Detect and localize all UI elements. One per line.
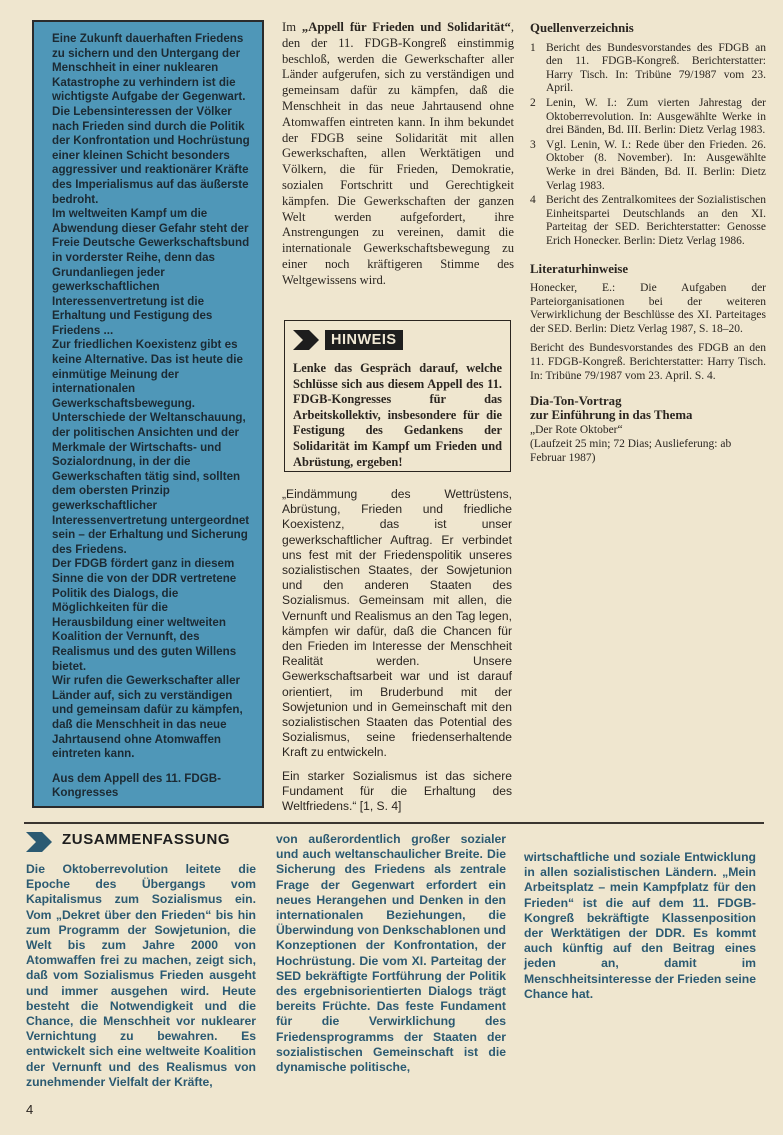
appeal-paragraph: Unterschiede der Weltanschauung, der politischen Ansichten und der Merkmale der Wirtschafts- und Sozialordnung, in der die Gewerkschaften tätig sind, sollten dem obersten Prinzip gewerkschaftlicher Interessenvertretung untergeordnet sein – der Erhaltung und Sicherung des Friedens. [52, 411, 250, 556]
intro-appeal-title: „Appell für Frieden und Solidarität“ [301, 20, 511, 34]
summary-column-3: wirtschaftliche und soziale Entwicklung in allen sozialistischen Ländern. „Mein Arbeitsplatz – mein Kampfplatz für den Frieden“ ist die auf dem 11. FDGB-Kongreß bekräftigte Klassenposition der Werktätigen der DDR. Es kommt auch künftig auf den Beitrag eines jeden an, damit im Menschheitsinteresse der Frieden seine Chance hat. [524, 850, 756, 1001]
source-item: 3 Vgl. Lenin, W. I.: Rede über den Frieden. 26. Oktober (8. November). In: Ausgewählte Werke in drei Bänden, Bd. II. Berlin: Dietz Verlag 1983. [530, 138, 766, 192]
hinweis-text: Lenke das Gespräch darauf, welche Schlüsse sich aus diesem Appell des 11. FDGB-Kongresses für das Arbeitskollektiv, insbesondere für die Festigung des Gedankens der Solidarität im Kampf um Frieden und Abrüstung, ergeben! [293, 361, 502, 469]
sources-heading: Quellenverzeichnis [530, 21, 634, 35]
diaton-heading-line: zur Einführung in das Thema [530, 407, 693, 422]
sources-list [530, 42, 766, 249]
appeal-paragraph: Zur friedlichen Koexistenz gibt es keine Alternative. Das ist heute die einmütige Meinung der internationalen Gewerkschaftsbewegung. [52, 338, 243, 410]
intro-lead: Im [282, 20, 302, 34]
appeal-paragraph: Wir rufen die Gewerkschafter aller Länder auf, sich zu verständigen und gemeinsam dafür zu kämpfen, daß die Menschheit in das neue Jahrtausend ohne Atomwaffen eintreten kann. [52, 674, 243, 761]
arrow-icon [26, 832, 58, 852]
literature-item: Bericht des Bundesvorstandes des FDGB an den 11. FDGB-Kongreß. Berichterstatter: Harry Tisch. In: Tribüne 79/1987 vom 23. April. S. 4. [530, 342, 766, 382]
intro-paragraph [282, 20, 514, 289]
literature-list [530, 282, 766, 383]
appeal-paragraph: Eine Zukunft dauerhaften Friedens zu sichern und den Untergang der Menschheit in einer nuklearen Katastrophe zu verhindern ist die wichtigste Aufgabe der Gegenwart. [52, 32, 246, 104]
appeal-paragraph: Der FDGB fördert ganz in diesem Sinne die von der DDR vertretene Politik des Dialogs, die Möglichkeiten für die Herausbildung einer weltweiten Koalition der Vernunft, des Realismus und des guten Willens bietet. [52, 557, 237, 673]
arrow-icon [293, 330, 325, 350]
section-divider [24, 822, 764, 824]
references-column [530, 22, 766, 465]
intro-rest: , den der 11. FDGB-Kongreß einstimmig beschloß, werden die Gewerkschafter aller Länder aufgerufen, sich zu verständigen und gemeinsam dafür zu kämpfen, daß die Menschheit in das neue Jahrtausend ohne Atomwaffen eintreten kann. In ihm bekundet der FDGB seine Solidarität mit allen Gewerkschaften, allen Werktätigen und Völkern, die für Frieden, Demokratie, sozialen Fortschritt und Gerechtigkeit kämpfen. Die Gewerkschaften der ganzen Welt werden aufgefordert, ihre Anstrengungen zu vereinen, damit die internationale Gewerkschaftsbewegung zu einer noch kräftigeren Stimme des Weltgewissens wird. [282, 20, 514, 287]
source-item: 4 Bericht des Zentralkomitees der Sozialistischen Einheitspartei Deutschlands an den XI. Parteitag der SED. Berichterstatter: Genosse Erich Honecker. Berlin: Dietz Verlag 1986. [530, 194, 766, 247]
quote-paragraph: „Eindämmung des Wettrüstens, Abrüstung, Frieden und friedliche Koexistenz, das ist unser gewerkschaftlicher Auftrag. Er verbindet uns fest mit der Friedenspolitik unseres sozialistischen Staates, der Sowjetunion und den anderen Staaten des Sozialismus. Gemeinsam mit allen, die Vernunft und Realismus an den Tag legen, kämpfen wir dafür, daß die Chancen für den Frieden im Interesse der Menschheit Realität werden. Unsere Gewerkschaftsarbeit war und ist darauf orientiert, im Bruderbund mit der Sowjetunion und in Gemeinschaft mit den sozialistischen Staaten das Potential des Sozialismus, seine friedenserhaltende Kraft zu entwickeln. [282, 487, 512, 760]
congress-quote [282, 487, 512, 814]
summary-column-2: von außerordentlich großer sozialer und auch weltanschaulicher Breite. Die Sicherung des Friedens als zentrale Frage der Gegenwart erfordert ein neues Herangehen und Denken in den internationalen Beziehungen, die Überwindung von Denkschablonen und Konzeptionen der Konfrontation, der Hochrüstung. Die vom XI. Parteitag der SED bekräftigte Fortführung der Politik des ergebnisorientierten Dialogs trägt bereits Früchte. Das feste Fundament für die Verwirklichung des Friedensprogramms der Staaten der sozialistischen Gemeinschaft ist die dynamische politische, [276, 832, 506, 1075]
summary-tag [26, 830, 230, 854]
hinweis-box [284, 320, 511, 472]
summary-column-1: Die Oktoberrevolution leitete die Epoche des Übergangs vom Kapitalismus zum Sozialismus ein. Vom „Dekret über den Frieden“ bis hin zum Programm der Sowjetunion, die Welt bis zum Jahre 2000 von Atomwaffen frei zu machen, zeigt sich, daß vom Sozialismus Frieden ausgeht und immer ausgehen wird. Heute besteht die Notwendigkeit und die Chance, die Menschheit vor nuklearer Vernichtung zu bewahren. Es entwickelt sich eine weltweite Koalition der Vernunft und des Realismus von zunehmender Vielfalt der Kräfte, [26, 862, 256, 1089]
diaton-title: „Der Rote Oktober“ [530, 424, 623, 437]
appeal-paragraph: Im weltweiten Kampf um die Abwendung dieser Gefahr steht der Freie Deutsche Gewerkschaftsbund in vorderster Reihe, denn das Grundanliegen jeder gewerkschaftlichen Interessenvertretung ist die Erhaltung und Festigung des Friedens ... [52, 207, 250, 337]
diaton-heading [530, 395, 766, 422]
page-number: 4 [26, 1102, 34, 1117]
literature-item: Honecker, E.: Die Aufgaben der Parteiorganisationen bei der weiteren Verwirklichung der Beschlüsse des XI. Parteitages der SED. Berlin: Dietz Verlag 1987, S. 18–20. [530, 282, 766, 335]
hinweis-label: HINWEIS [325, 330, 403, 350]
literature-heading: Literaturhinweise [530, 261, 629, 276]
intro-column [282, 20, 514, 289]
appeal-box [32, 20, 264, 808]
appeal-paragraph: Die Lebensinteressen der Völker nach Frieden sind durch die Politik der Konfrontation und Hochrüstung einer kleinen Schicht besonders aggressiver und reaktionärer Kräfte des Imperialismus auf das äußerste bedroht. [52, 104, 250, 206]
diaton-details: (Laufzeit 25 min; 72 Dias; Auslieferung: ab Februar 1987) [530, 438, 732, 464]
summary-label: ZUSAMMENFASSUNG [62, 831, 231, 848]
source-item: 1 Bericht des Bundesvorstandes des FDGB an den 11. FDGB-Kongreß. Berichterstatter: Harry Tisch. In: Tribüne 79/1987 vom 23. April. [530, 41, 766, 95]
appeal-source: Aus dem Appell des 11. FDGB-Kongresses [52, 771, 222, 800]
diaton-info [530, 424, 766, 465]
summary-section [26, 830, 766, 1090]
hinweis-tag [293, 329, 502, 351]
source-item: 2 Lenin, W. I.: Zum vierten Jahrestag der Oktoberrevolution. In: Ausgewählte Werke in drei Bänden, Bd. III. Berlin: Dietz Verlag 1983. [530, 96, 766, 137]
quote-paragraph: Ein starker Sozialismus ist das sichere Fundament für die Erhaltung des Weltfriedens.“ [1, S. 4] [282, 768, 512, 814]
diaton-heading-line: Dia-Ton-Vortrag [530, 394, 622, 409]
